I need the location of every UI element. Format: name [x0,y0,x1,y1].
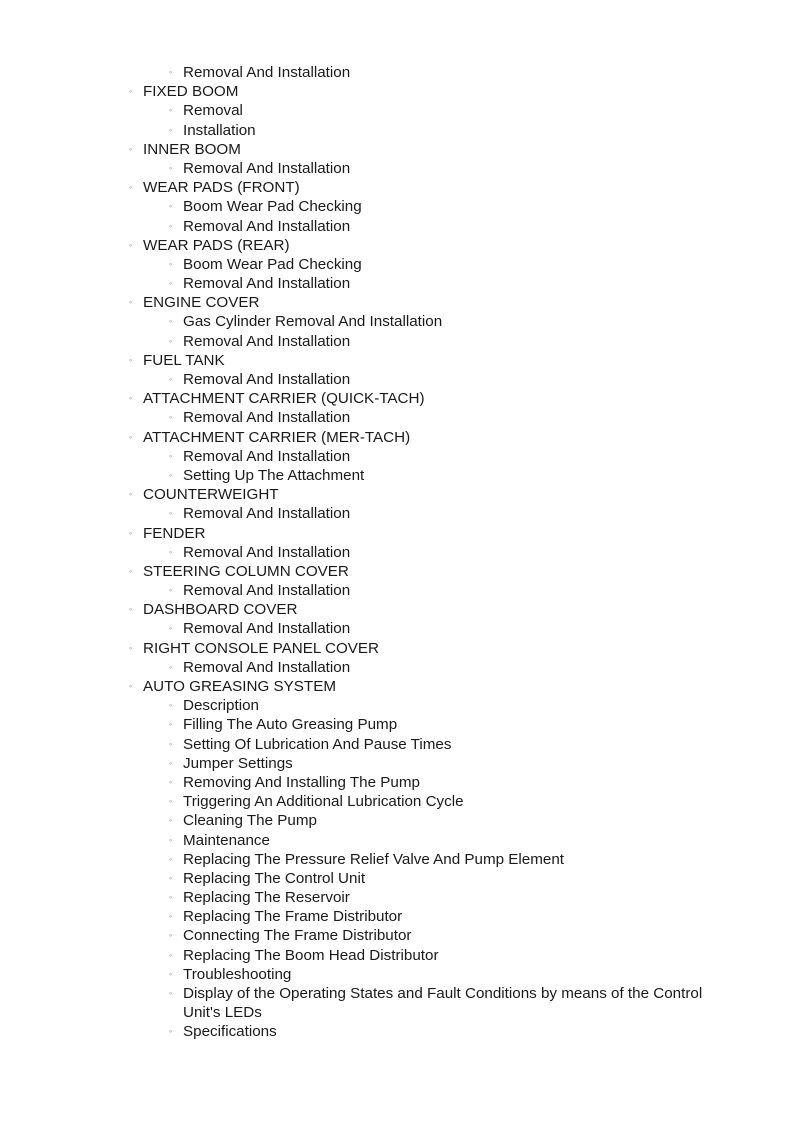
circle-bullet-icon: ◦ [129,604,133,615]
toc-subsection[interactable] [0,312,794,331]
circle-bullet-icon: ◦ [169,450,173,461]
circle-bullet-icon: ◦ [169,949,173,960]
circle-bullet-icon: ◦ [169,201,173,212]
toc-entry-label: Gas Cylinder Removal And Installation [183,313,443,331]
toc-subsection[interactable] [0,370,794,389]
toc-entry-label: Boom Wear Pad Checking [183,255,362,273]
toc-subsection[interactable] [0,869,794,888]
toc-subsection[interactable] [0,658,794,677]
toc-entry-label: Cleaning The Pump [183,812,317,830]
toc-entry-label: Setting Of Lubrication And Pause Times [183,735,452,753]
toc-section[interactable] [0,524,794,543]
toc-section[interactable] [0,639,794,658]
toc-entry-label: Removal And Installation [183,658,351,676]
toc-subsection[interactable] [0,965,794,984]
circle-bullet-icon: ◦ [169,374,173,384]
circle-bullet-icon: ◦ [129,297,133,308]
circle-bullet-icon: ◦ [129,354,133,365]
toc-entry-label: DASHBOARD COVER [143,601,298,619]
circle-bullet-icon: ◦ [169,834,173,845]
toc-subsection[interactable] [0,197,794,216]
circle-bullet-icon: ◦ [169,930,173,941]
circle-bullet-icon: ◦ [169,508,173,519]
toc-subsection[interactable] [0,1022,794,1041]
toc-section[interactable] [0,293,794,312]
circle-bullet-icon: ◦ [129,143,133,154]
toc-entry-label: Removal And Installation [183,159,351,177]
toc-subsection[interactable] [0,408,794,427]
toc-entry-label: Removal And Installation [183,620,351,638]
toc-section[interactable] [0,428,794,447]
circle-bullet-icon: ◦ [129,642,133,653]
circle-bullet-icon: ◦ [169,757,173,768]
toc-subsection[interactable] [0,735,794,754]
toc-subsection[interactable] [0,217,794,236]
toc-subsection[interactable] [0,504,794,523]
circle-bullet-icon: ◦ [169,700,173,711]
circle-bullet-icon: ◦ [169,796,173,807]
circle-bullet-icon: ◦ [129,681,133,691]
toc-section[interactable] [0,600,794,619]
toc-section[interactable] [0,677,794,696]
toc-entry-label: Removal And Installation [183,371,351,388]
circle-bullet-icon: ◦ [169,278,173,289]
toc-entry-label: FIXED BOOM [143,83,239,101]
toc-subsection[interactable] [0,754,794,773]
circle-bullet-icon: ◦ [169,988,173,998]
toc-entry-label: Setting Up The Attachment [183,466,365,484]
circle-bullet-icon: ◦ [169,258,173,269]
toc-entry-label: Removal And Installation [183,505,351,523]
toc-subsection[interactable] [0,619,794,638]
circle-bullet-icon: ◦ [169,585,173,596]
circle-bullet-icon: ◦ [169,67,173,77]
toc-subsection[interactable] [0,946,794,965]
toc-subsection[interactable] [0,332,794,351]
circle-bullet-icon: ◦ [129,431,133,442]
toc-entry-label: Removal And Installation [183,275,351,293]
toc-subsection[interactable] [0,101,794,120]
circle-bullet-icon: ◦ [129,527,133,538]
toc-section[interactable] [0,389,794,408]
toc-entry-label: ATTACHMENT CARRIER (QUICK-TACH) [143,390,425,408]
toc-subsection[interactable] [0,850,794,869]
toc-entry-label: Triggering An Additional Lubrication Cycle [183,793,464,811]
toc-entry-label: Description [183,697,259,715]
circle-bullet-icon: ◦ [169,162,173,173]
circle-bullet-icon: ◦ [129,565,133,576]
circle-bullet-icon: ◦ [169,124,173,135]
toc-entry-label: COUNTERWEIGHT [143,486,279,504]
toc-subsection[interactable] [0,274,794,293]
toc-entry-label: Filling The Auto Greasing Pump [183,716,398,734]
toc-subsection[interactable] [0,447,794,466]
toc-entry-label: Connecting The Frame Distributor [183,927,412,945]
circle-bullet-icon: ◦ [169,776,173,787]
circle-bullet-icon: ◦ [169,661,173,672]
toc-section[interactable] [0,82,794,101]
toc-subsection[interactable] [0,792,794,811]
toc-subsection[interactable] [0,773,794,792]
circle-bullet-icon: ◦ [129,393,133,404]
toc-entry-label: Removal And Installation [183,64,351,81]
toc-entry-label: WEAR PADS (REAR) [143,236,290,254]
toc-entry-label: AUTO GREASING SYSTEM [143,678,336,695]
table-of-contents [0,63,794,1042]
circle-bullet-icon: ◦ [169,546,173,557]
toc-entry-label: Troubleshooting [183,965,292,983]
toc-section[interactable] [0,140,794,159]
toc-subsection[interactable] [0,831,794,850]
circle-bullet-icon: ◦ [169,815,173,826]
circle-bullet-icon: ◦ [169,738,173,749]
toc-entry-label: Removal And Installation [183,582,351,600]
circle-bullet-icon: ◦ [169,892,173,903]
toc-entry-label: Removal [183,102,243,120]
toc-section[interactable] [0,485,794,504]
toc-entry-label: Removal And Installation [183,447,351,465]
toc-subsection[interactable] [0,926,794,945]
toc-subsection[interactable] [0,159,794,178]
toc-subsection[interactable] [0,811,794,830]
toc-subsection[interactable] [0,888,794,907]
toc-subsection[interactable] [0,121,794,140]
circle-bullet-icon: ◦ [169,968,173,979]
toc-entry-label: Replacing The Control Unit [183,869,366,887]
toc-subsection[interactable] [0,466,794,485]
toc-entry-label: ATTACHMENT CARRIER (MER-TACH) [143,428,411,446]
toc-entry-label: STEERING COLUMN COVER [143,562,349,580]
circle-bullet-icon: ◦ [169,335,173,346]
toc-entry-label: Maintenance [183,831,270,849]
toc-subsection[interactable] [0,581,794,600]
toc-entry-label: Replacing The Pressure Relief Valve And Pump Element [183,850,565,868]
toc-entry-label: Installation [183,121,256,139]
circle-bullet-icon: ◦ [169,872,173,883]
circle-bullet-icon: ◦ [169,853,173,864]
toc-subsection[interactable] [0,984,794,1022]
circle-bullet-icon: ◦ [169,412,173,423]
toc-section[interactable] [0,351,794,370]
toc-subsection[interactable] [0,255,794,274]
toc-entry-label: INNER BOOM [143,140,241,158]
circle-bullet-icon: ◦ [169,316,173,327]
toc-entry-label: FUEL TANK [143,351,225,369]
toc-entry-label: Specifications [183,1023,277,1041]
toc-entry-label: Removal And Installation [183,543,351,561]
toc-entry-label: ENGINE COVER [143,294,260,312]
circle-bullet-icon: ◦ [169,469,173,480]
toc-subsection[interactable] [0,63,794,82]
toc-section[interactable] [0,178,794,197]
circle-bullet-icon: ◦ [169,220,173,231]
circle-bullet-icon: ◦ [129,86,133,97]
toc-entry-label: Removal And Installation [183,409,351,427]
toc-entry-label: Replacing The Frame Distributor [183,908,403,926]
toc-entry-label: Removal And Installation [183,332,351,350]
toc-entry-label: Jumper Settings [183,754,293,772]
toc-entry-label: RIGHT CONSOLE PANEL COVER [143,639,380,657]
toc-subsection[interactable] [0,543,794,562]
toc-subsection[interactable] [0,715,794,734]
toc-entry-label: Removal And Installation [183,217,351,235]
toc-subsection[interactable] [0,696,794,715]
toc-section[interactable] [0,236,794,255]
circle-bullet-icon: ◦ [129,182,133,193]
toc-section[interactable] [0,562,794,581]
circle-bullet-icon: ◦ [129,239,133,250]
toc-entry-label: Display of the Operating States and Fault Conditions by means of the Control Unit's LEDs [183,985,703,1022]
toc-entry-label: Boom Wear Pad Checking [183,198,362,216]
circle-bullet-icon: ◦ [169,719,173,730]
circle-bullet-icon: ◦ [169,623,173,634]
circle-bullet-icon: ◦ [169,911,173,922]
toc-subsection[interactable] [0,907,794,926]
circle-bullet-icon: ◦ [129,489,133,500]
toc-entry-label: Replacing The Boom Head Distributor [183,946,439,964]
toc-entry-label: Replacing The Reservoir [183,889,350,907]
toc-entry-label: WEAR PADS (FRONT) [143,179,300,197]
toc-entry-label: FENDER [143,524,206,542]
circle-bullet-icon: ◦ [169,1026,173,1037]
toc-entry-label: Removing And Installing The Pump [183,773,420,791]
circle-bullet-icon: ◦ [169,105,173,116]
